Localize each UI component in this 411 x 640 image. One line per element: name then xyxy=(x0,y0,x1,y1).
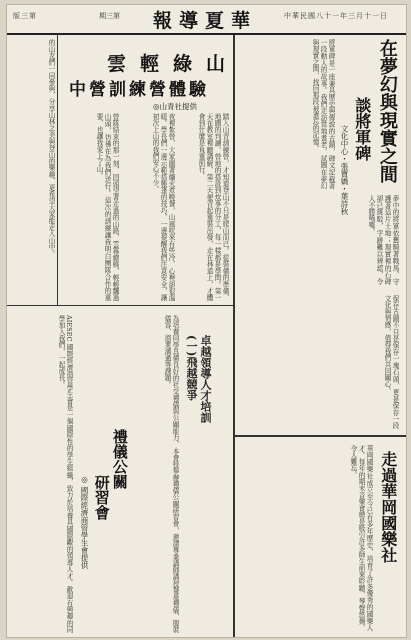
issue-number: 期三第 xyxy=(99,12,120,20)
music-headline: 走過華岡國樂社 xyxy=(378,451,398,563)
top-article-source: ◎山青社提供 xyxy=(153,102,198,111)
newspaper-title: 報導夏華 xyxy=(153,10,258,32)
masthead xyxy=(7,5,406,35)
dream-byline: 文化中心・張寶嬌・葉詩秋 xyxy=(340,125,349,215)
dream-text-middle: 夢中的將軍依舊騎著戰馬，守護著這片土地；現實裡的石碑卻已斑駁，字跡難以辨認，令人不勝唏噓。 xyxy=(367,195,399,285)
issue-label: 版三第 xyxy=(13,12,37,20)
dream-text-bottom: 保存古蹟不只是保存一塊石頭，更是保存一段文化與情感，值得我們共同關心。 xyxy=(383,295,399,429)
divider-main-vertical xyxy=(233,35,235,637)
etiquette-headline-line2: 研習會 xyxy=(92,475,111,520)
divider-left-column xyxy=(57,35,58,305)
newspaper-page xyxy=(6,4,407,638)
etiquette-sidebar-line2: (一)飛越競爭 xyxy=(185,335,198,401)
divider-left-top xyxy=(7,305,233,306)
top-article-text-right: 踏入山青訓練營，才知道登山不只是爬山而已。從裝備的準備、地圖的判讀、營地的搭設到炊事的分工，每一樣都是學問。第一天在教室裡聽講解，第二天便背起重裝出發，走在林道上，才體會到什麼是負重前行。 xyxy=(197,113,229,301)
etiquette-sidebar-line1: 卓越領導人才培訓 xyxy=(199,335,212,423)
top-article-text-left: 營隊結束的那一刻，回頭望著走過的山路，雲霧繚繞，輕輕飄過山頭，彷彿在為我們送行。這次的訓練讓我明白團隊合作的重要，也讓我愛上了山。 xyxy=(95,113,119,301)
dream-text-top: 將軍碑是一座兼具歷史與傳說的古蹟，碑文記載著一段動人的故事。我們走訪當地耆老，試圖在夢幻與現實之間，找回那段被遺忘的記憶。 xyxy=(311,39,335,189)
left-column-text-bottom: AIESEC 國際經濟商管學生會是一個國際性的學生組織，致力於培養具國際觀的領導人才。歡迎有興趣的同學加入我們，一起成長。 xyxy=(57,315,73,633)
top-article-headline-line1: 雲輕綠山 xyxy=(107,53,240,75)
top-article-text-middle: 夜裡紮營，大家圍著爐火煮晚餐，山風吹來有些冷，心裡卻很溫暖。學長們一邊示範搭帳篷的技巧，一邊提醒我們注意安全，讓初次上山的我們安心不少。 xyxy=(151,113,175,301)
dream-headline-line2: 談將軍碑 xyxy=(352,97,372,161)
dream-headline-line1: 在夢幻與現實之間 xyxy=(376,39,398,183)
etiquette-source: ◎ 國際經濟商管學生會提供 xyxy=(80,475,89,569)
etiquette-headline-line1: 禮儀公關 xyxy=(110,429,129,489)
top-article-headline-line2: 中營訓練營體驗 xyxy=(69,80,209,100)
issue-date: 中華民國八十一年三月十一日 xyxy=(284,12,388,20)
music-text: 華岡國樂社成立至今已有多年歷史，培育了許多優秀的國樂人才。每年的期末音樂會總是吸引許多師生前來聆聽，琴聲悠揚，令人難忘。 xyxy=(349,445,373,631)
etiquette-text: 為培養同學具備良好的社交禮儀與公關能力，本會特舉辦禮儀公關研習會，邀請專業講師講授餐桌禮儀、服裝儀容、商業溝通等課題。 xyxy=(163,315,179,633)
divider-right-mid xyxy=(235,435,406,437)
left-column-text-top: 的山友們一同參與，分享山林之美與登山的樂趣，更希望大家能走入山中。 xyxy=(47,39,55,257)
